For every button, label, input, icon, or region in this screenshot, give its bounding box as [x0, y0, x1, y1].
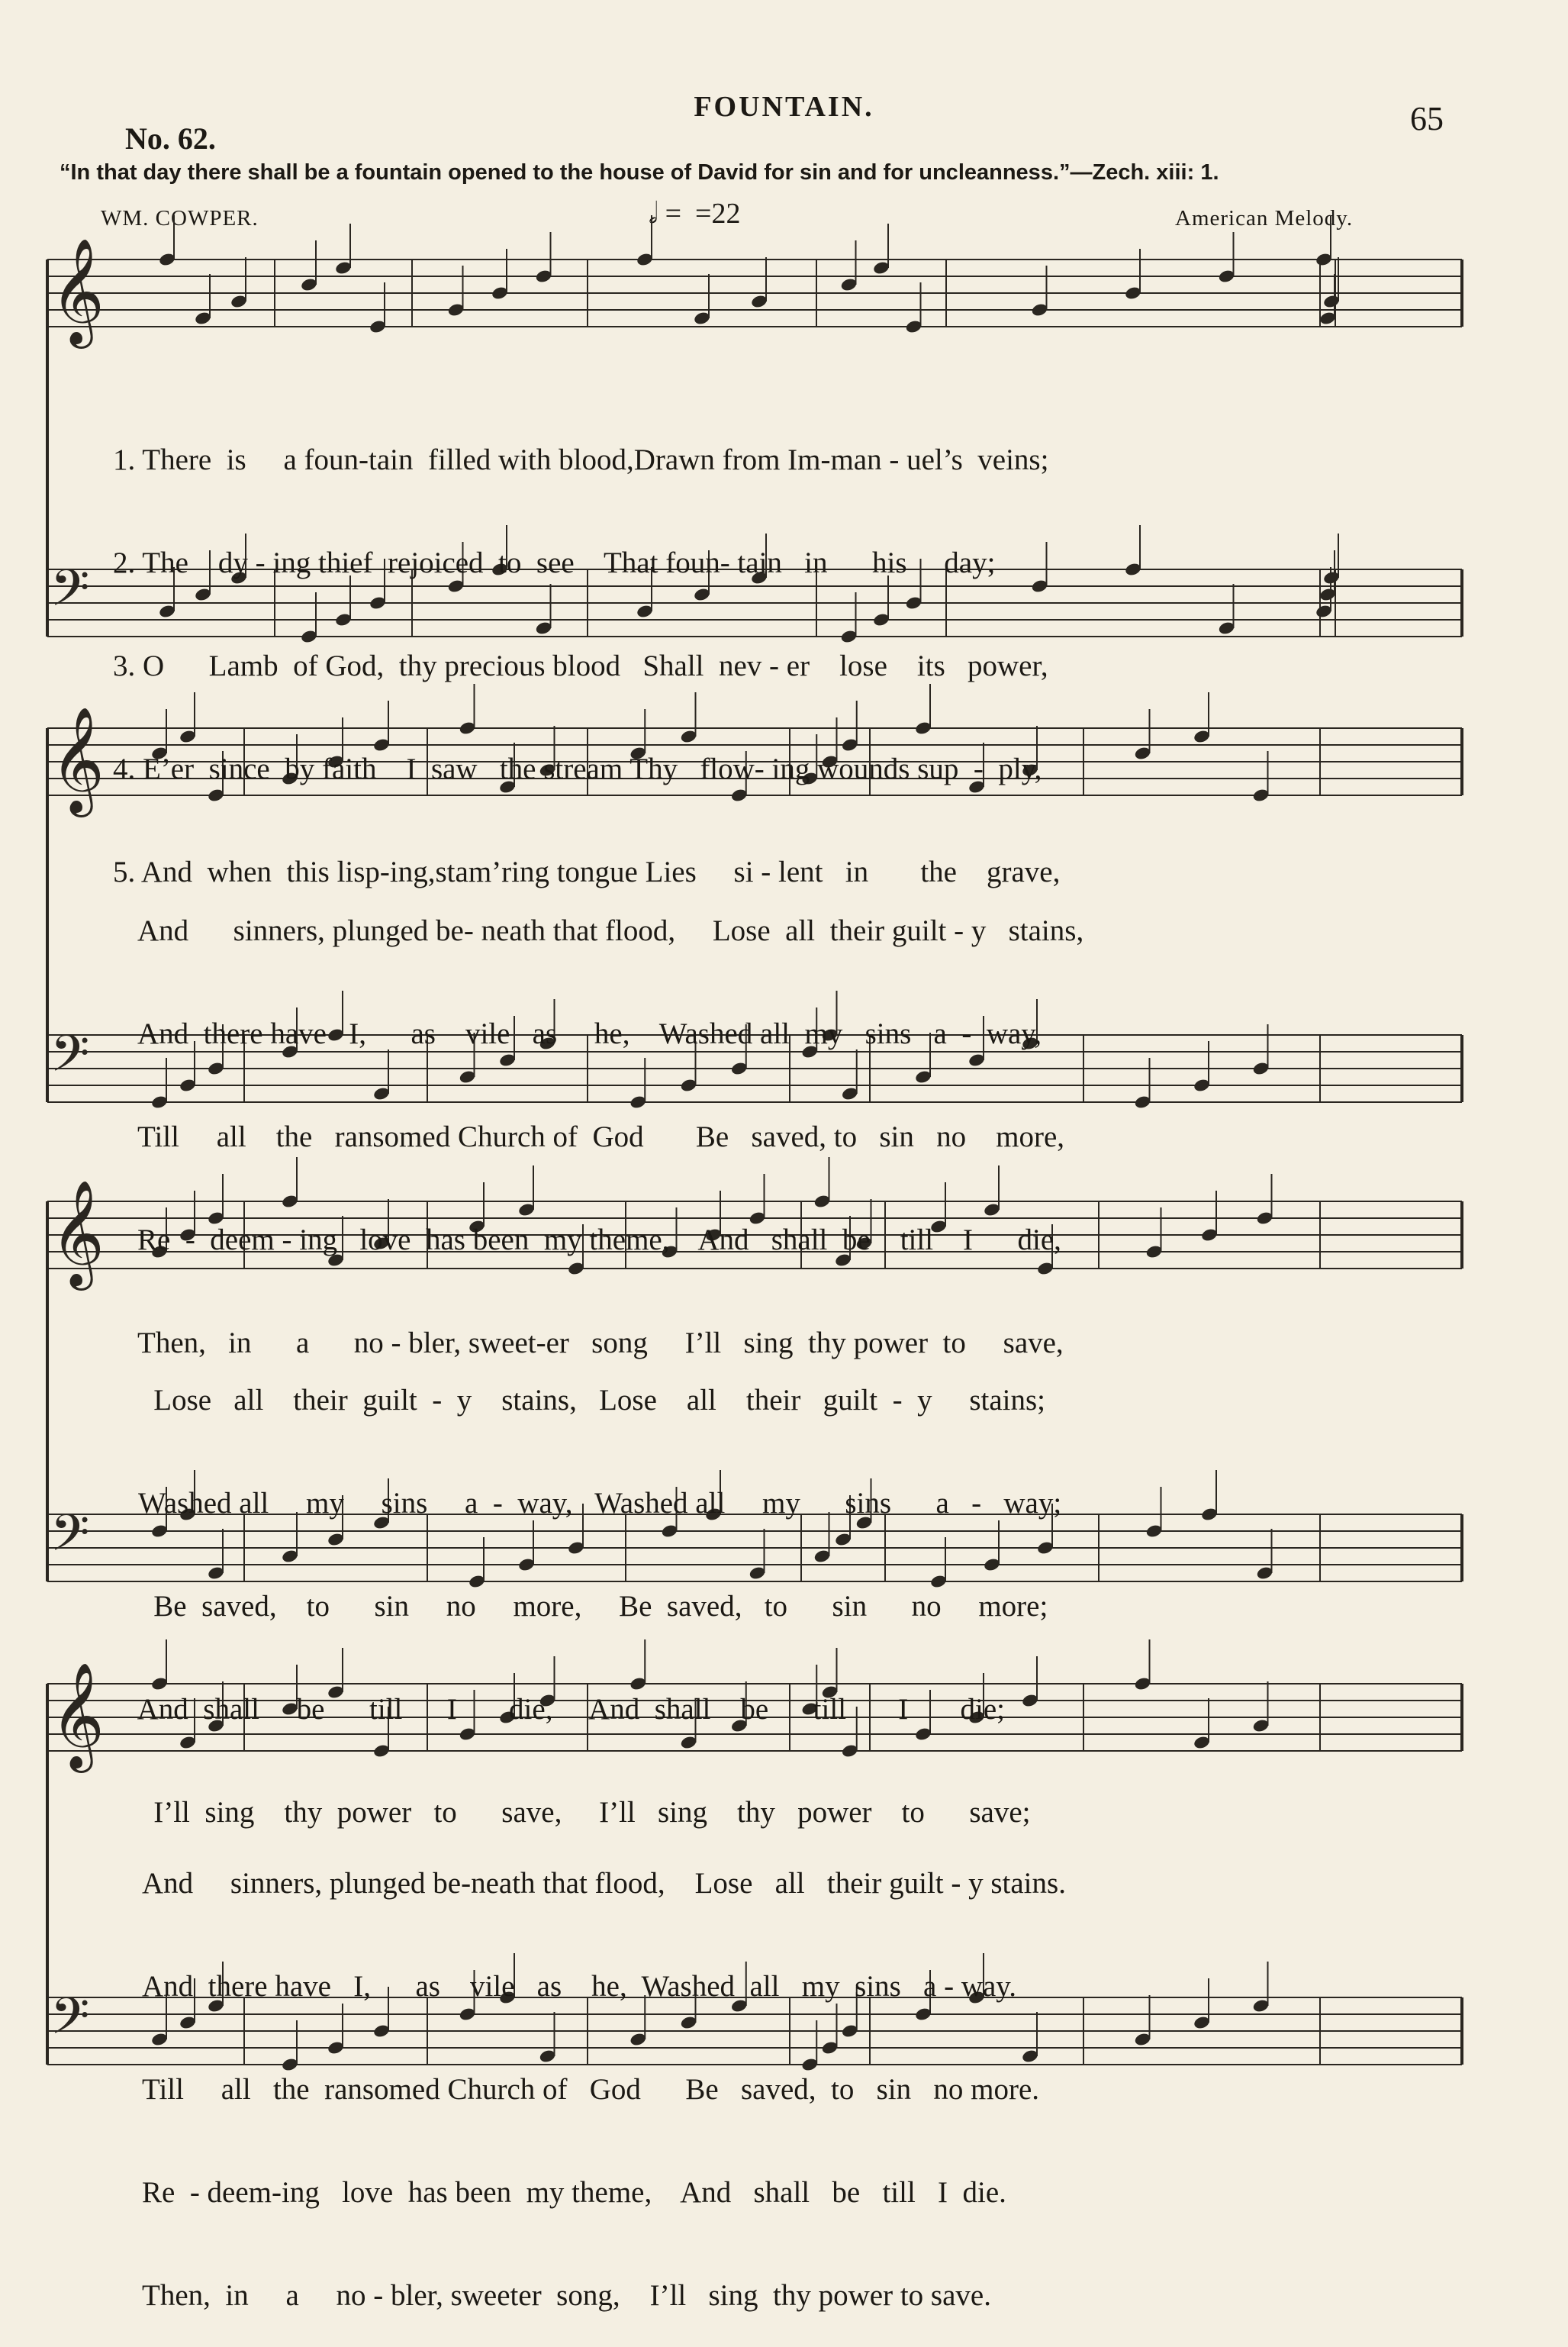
lyric-line: Then, in a no - bler, sweeter song, I’ll sing thy power to save.	[142, 2279, 991, 2312]
bass-clef-icon: 𝄢	[50, 1987, 90, 2058]
lyric-line: And shall be till I die, And shall be till I die;	[131, 1693, 1005, 1726]
lyric-line: Then, in a no - bler, sweet-er song I’ll sing thy power to save,	[137, 1327, 1064, 1359]
lyric-line: 2. The dy - ing thief rejoiced to see That foun- tain in his day;	[113, 546, 996, 579]
treble-clef-icon: 𝄞	[50, 1180, 105, 1286]
lyric-line: Till all the ransomed Church of God Be saved, to sin no more,	[137, 1120, 1065, 1153]
treble-clef-icon: 𝄞	[50, 238, 105, 344]
lyric-line: I’ll sing thy power to save, I’ll sing thy power to save;	[131, 1796, 1031, 1829]
lyrics-system-1	[113, 374, 1060, 924]
lyrics-system-3	[131, 1314, 1061, 1864]
lyrics-system-4	[142, 1797, 1066, 2347]
epigraph: “In that day there shall be a fountain opened to the house of David for sin and for uncleanness.”—Zech. xiii: 1.	[60, 160, 1219, 185]
lyric-line: Be saved, to sin no more, Be saved, to sin no more;	[131, 1590, 1048, 1623]
hymn-number: No. 62.	[125, 121, 216, 156]
treble-clef-icon: 𝄞	[50, 707, 105, 813]
lyric-line: And sinners, plunged be- neath that flood, Lose all their guilt - y stains,	[137, 914, 1084, 947]
lyric-line: 1. There is a foun-tain filled with blood,Drawn from Im-man - uel’s veins;	[113, 443, 1049, 476]
bass-clef-icon: 𝄢	[50, 1504, 90, 1575]
lyric-line: Re - deem-ing love has been my theme, And shall be till I die.	[142, 2176, 1006, 2209]
lyric-line: 4. E’er since by faith I saw the stream Thy flow- ing wounds sup - ply,	[113, 753, 1042, 785]
composer-credit: American Melody.	[1175, 206, 1354, 231]
half-note-icon: 𝅗𝅥 =	[649, 198, 682, 230]
lyric-line: And there have I, as vile as he, Washed all my sins a - way.	[142, 1970, 1017, 2003]
bass-clef-icon: 𝄢	[50, 559, 90, 630]
treble-clef-icon: 𝄞	[50, 1662, 105, 1768]
lyric-line: And there have I, as vile as he, Washed all my sins a - way,	[137, 1017, 1042, 1050]
lyric-line: And sinners, plunged be-neath that flood, Lose all their guilt - y stains.	[142, 1867, 1066, 1900]
lyric-line: Washed all my sins a - way, Washed all my sins a - way;	[131, 1487, 1062, 1520]
lyricist-credit: WM. COWPER.	[101, 206, 259, 231]
bass-clef-icon: 𝄢	[50, 1024, 90, 1095]
tempo-value: =22	[695, 198, 741, 230]
lyrics-system-2	[137, 845, 1083, 1394]
lyric-line: Re - deem - ing love has been my theme, And shall be till I die,	[137, 1223, 1061, 1256]
hymn-title: FOUNTAIN.	[694, 91, 874, 123]
lyric-line: 5. And when this lisp-ing,stam’ring tongue Lies si - lent in the grave,	[113, 856, 1061, 888]
lyric-line: 3. O Lamb of God, thy precious blood Shall nev - er lose its power,	[113, 650, 1048, 682]
lyric-line: Lose all their guilt - y stains, Lose all their guilt - y stains;	[131, 1384, 1046, 1417]
page-number: 65	[1410, 100, 1444, 137]
lyric-line: Till all the ransomed Church of God Be saved, to sin no more.	[142, 2073, 1040, 2106]
